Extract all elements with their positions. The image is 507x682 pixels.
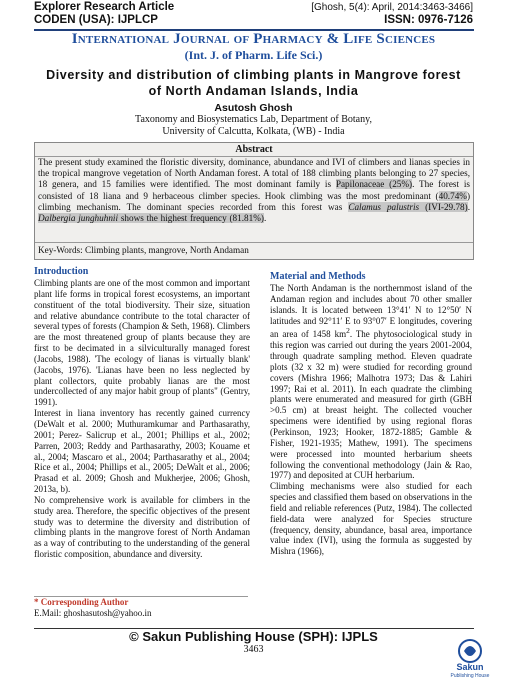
keywords-text: Climbing plants, mangrove, North Andaman (82, 245, 249, 255)
methods-paragraph (270, 283, 472, 481)
abstract-seg: . (263, 213, 267, 224)
intro-paragraph: Interest in liana inventory has recently gained currency (DeWalt et al. 2000; Muthuramkumar and Parthasarathy, 2001; Perez- Salicrup et al., 2001; Phillips et al., 2002; Parren, 2003; Reddy and Parthasarathy, 2003; Kouame et al., 2004; Mascaro et al., 2004; Parthasarathy et al., 2004; Rice et al., 2004; Phillips et al., 2005; DeWalt et al., 2006; Prasad et al. 2009; Ghosh and Mukherjee, 2006; Ghosh, 2013a, b). (34, 408, 250, 495)
journal-abbr: (Int. J. of Pharm. Life Sci.) (184, 48, 323, 62)
abstract-highlight: Papilonaceae (25%) (335, 179, 413, 190)
keywords (38, 245, 249, 255)
km-superscript: 2 (346, 326, 350, 336)
publisher-line: © Sakun Publishing House (SPH): IJPLS (129, 629, 378, 644)
abstract-highlight: 40.74% (438, 190, 467, 201)
corresponding-email: E.Mail: ghoshasutosh@yahoo.in (34, 608, 152, 618)
logo-name: Sakun (456, 662, 484, 672)
intro-paragraph: No comprehensive work is available for climbers in the study area. Therefore, the specific objectives of the present study was to determine the diversity and distribution of climbing plants in the mangrove forest of North Andaman as a way of contributing to the understanding of the general floristic composition, abundance and diversity. (34, 494, 250, 560)
abstract-highlight: shows the highest frequency (81.81%) (118, 213, 264, 224)
abstract-box (34, 142, 474, 260)
abstract-heading: Abstract (235, 144, 273, 155)
methods-paragraph: Climbing mechanisms were also studied for each species and classified them based on observations in the field and reliable references (Putz, 1984). The collected field-data were analyzed for Species structure (frequency, density, abundance, basal area, importance value index (IVI), using the formula as suggested by Mishra (1966), (270, 481, 472, 557)
methods-heading: Material and Methods (270, 271, 366, 282)
citation: [Ghosh, 5(4): April, 2014:3463-3466] (311, 2, 473, 13)
author-affiliation (0, 114, 507, 138)
abstract-seg: . (467, 201, 470, 212)
author-name: Asutosh Ghosh (214, 102, 293, 114)
intro-paragraph: Climbing plants are one of the most common and important plant life forms in tropical forest ecosystems, an important constituent of the total biodiversity. Their size, situation and relative abundance contribute to the total character of several types of forests (Champion & Seth, 1968). Climbers are the most threatened group of plants because they are first to be decimated in a silviculturally managed forest (Jacobs, 1988). 'The ecology of lianas is virtually blank' (Jacobs, 1976). 'Lianas have been no less neglected by plant collectors, quite probably lianas are the most undercollected of any major habit group of plants" (Gentry, 1991). (34, 278, 250, 408)
abstract-text (38, 157, 470, 224)
affiliation-line-1: Taxonomy and Biosystematics Lab, Department of Botany, (135, 114, 372, 125)
affiliation-line-2: University of Calcutta, Kolkata, (WB) - India (162, 126, 345, 137)
article-type: Explorer Research Article (34, 1, 175, 13)
left-column (34, 266, 250, 560)
logo-sub: Publishing House (450, 673, 490, 679)
issn: ISSN: 0976-7126 (384, 14, 473, 26)
abstract-highlight: (IVI-29.78) (419, 201, 468, 212)
article-title: Diversity and distribution of climbing plants in Mangrove forest of North Andaman Islands, India (46, 68, 461, 98)
abstract-seg: . The forest is consisted of 18 liana and 9 herbaceous climber species. Hook climbing was the most predominant ( (38, 179, 470, 201)
methods-seg: . The phytosociological study in this region was carried out during the years 2001-2004, through quadrate sampling method. Eleven quadrate plots (32 x 32 m) were studied for recording ground covers (Mishra 1966; Malhotra 1973; Das & Lahiri 1997; Rai et al. 2011). In each quadrate the climbing plants were enumerated and measured for girth (GBH >0.5 cm) at breast height. The collected voucher specimens were identified by using regional floras (Perkinson, 1923; Hooker, 1872-1885; Gamble & Fisher, 1921-1935; Mathew, 1991). The specimens were processed into mounted herbarium sheets following the conventional methodology (Jain & Rao, 1977) and deposited at CUH herbarium. (270, 329, 472, 481)
header-left (34, 1, 174, 27)
abstract-highlight: Dalbergia junghuhnii (38, 213, 119, 224)
corresponding-heading: * Corresponding Author (34, 597, 129, 607)
keywords-divider (35, 242, 473, 243)
abstract-seg: The present study examined the floristic diversity, dominance, abundance and IVI of climbers and lianas species in the tropical mangrove vegetation of North Andaman forest. A total of 188 climbing plants belonging to 27 species, 18 genera, and 15 families were identified. The most dominant family is (38, 157, 470, 190)
sakun-logo (440, 637, 500, 679)
right-column (270, 271, 472, 557)
abstract-highlight: Calamus palustris (348, 201, 420, 212)
keywords-label: Key-Words: (38, 245, 83, 255)
methods-seg: The North Andaman is the northernmost island of the Andaman region and includes about 70 other smaller islands. It is located between 13°41′ N to 12°50′ N latitudes and 92°11′ E to 93°07′ E longitudes, covering an area of 1458 km (270, 283, 472, 340)
abstract-seg: ) climbing mechanism. The dominant species recorded from this forest was (38, 190, 470, 212)
intro-heading: Introduction (34, 266, 89, 277)
coden: CODEN (USA): IJPLCP (34, 14, 158, 26)
journal-name: International Journal of Pharmacy & Life Sciences (71, 31, 436, 47)
corresponding-author (34, 597, 152, 619)
header-right (311, 1, 473, 27)
page-number: 3463 (243, 644, 264, 655)
